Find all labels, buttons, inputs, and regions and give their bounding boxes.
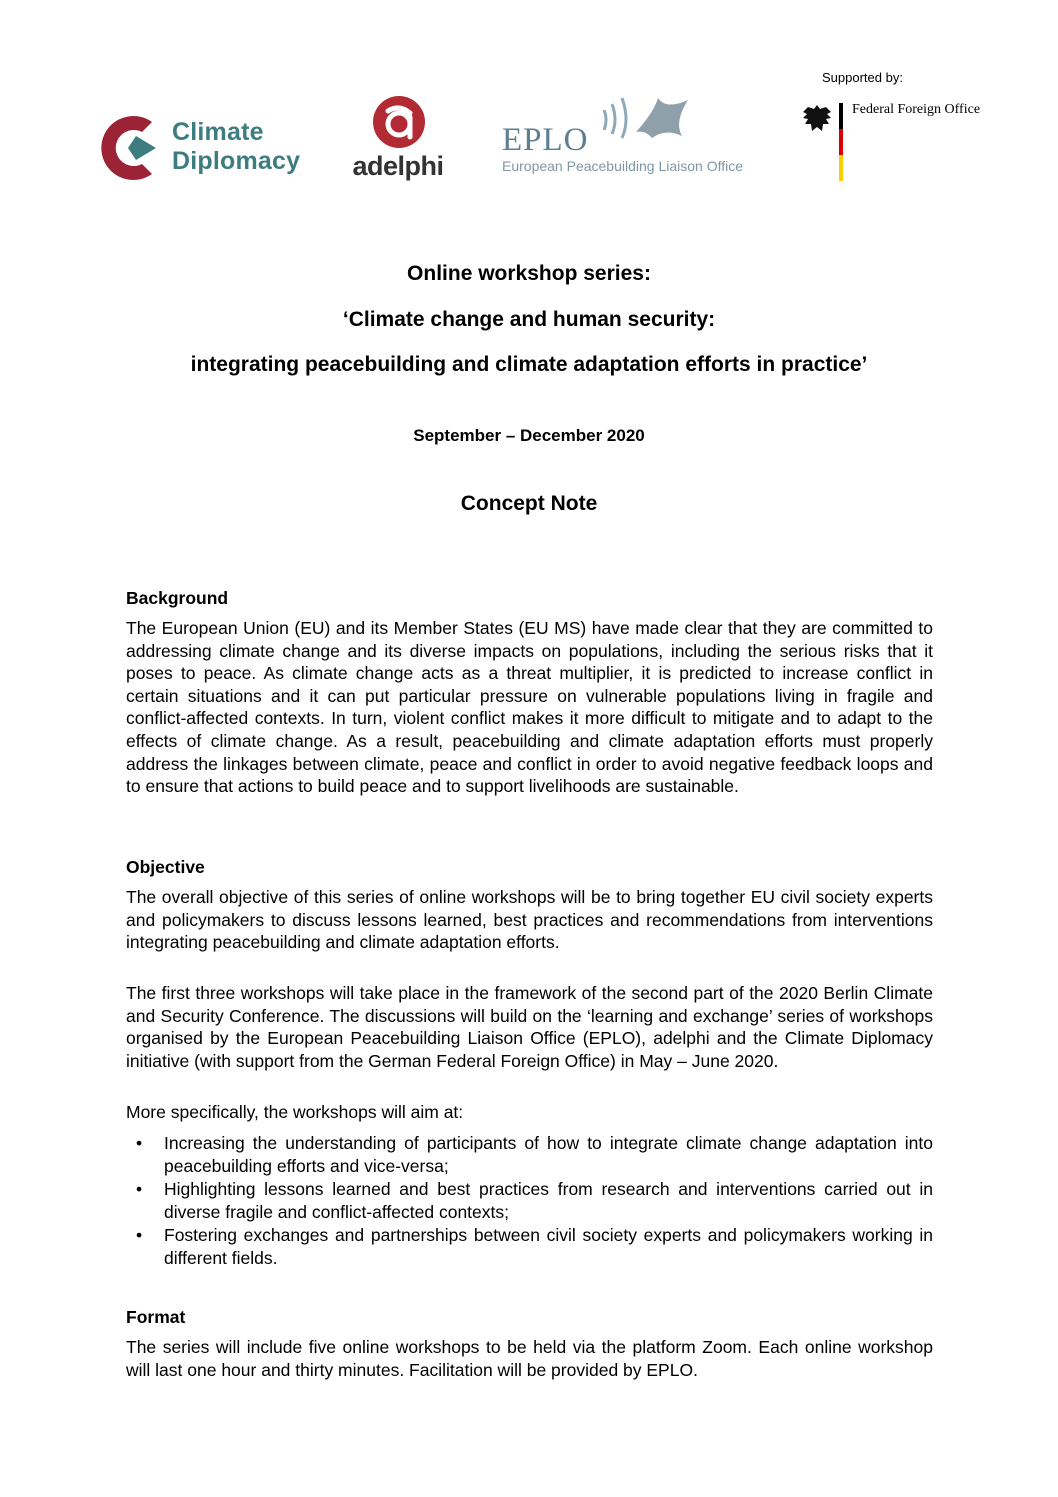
climate-diplomacy-logo bbox=[92, 108, 307, 188]
climate-diplomacy-emblem-icon bbox=[92, 108, 164, 188]
climate-diplomacy-word-2: Diplomacy bbox=[172, 147, 301, 175]
objective-paragraph-3: More specifically, the workshops will aim at: bbox=[126, 1102, 464, 1122]
bullet-text: Highlighting lessons learned and best practices from research and interventions carried out in diverse fragile and conflict-affected contexts; bbox=[164, 1179, 933, 1222]
eplo-bird-icon bbox=[596, 92, 696, 162]
concept-note-heading: Concept Note bbox=[460, 492, 598, 515]
flag-stripe-gold bbox=[839, 155, 843, 181]
title-line-1: Online workshop series: bbox=[407, 262, 651, 285]
federal-foreign-office-name: Federal Foreign Office bbox=[852, 102, 981, 117]
list-item bbox=[126, 1178, 933, 1223]
flag-stripe-black bbox=[839, 103, 843, 129]
adelphi-wordmark: adelphi bbox=[352, 151, 444, 181]
climate-diplomacy-word-1: Climate bbox=[172, 118, 264, 146]
adelphi-emblem-icon bbox=[348, 95, 448, 151]
bullet-icon: • bbox=[136, 1133, 143, 1153]
bullet-text: Fostering exchanges and partnerships between civil society experts and policymakers working in different fields. bbox=[164, 1225, 933, 1268]
list-item bbox=[126, 1224, 933, 1269]
format-paragraph: The series will include five online workshops to be held via the platform Zoom. Each online workshop will last one hour and thirty minutes. Facilitation will be provided by EPLO. bbox=[126, 1337, 933, 1380]
eplo-abbreviation: EPLO bbox=[502, 122, 589, 158]
title-line-3: integrating peacebuilding and climate adaptation efforts in practice’ bbox=[190, 353, 868, 376]
list-item bbox=[126, 1132, 933, 1177]
objective-paragraph-2: The first three workshops will take place in the framework of the second part of the 2020 Berlin Climate and Security Conference. The discussions will build on the ‘learning and exchange’ series of workshops organised by the European Peacebuilding Liaison Office (EPLO), adelphi and the Climate Diplomacy initiative (with support from the German Federal Foreign Office) in May – June 2020. bbox=[126, 983, 933, 1071]
federal-eagle-icon bbox=[800, 102, 834, 136]
flag-stripe-red bbox=[839, 129, 843, 155]
objective-paragraph-1: The overall objective of this series of online workshops will be to bring together EU civil society experts and policymakers to discuss lessons learned, best practices and recommendations from interventions integrating peacebuilding and climate adaptation efforts. bbox=[126, 887, 933, 953]
objective-bullet-list bbox=[126, 1132, 933, 1271]
bullet-text: Increasing the understanding of participants of how to integrate climate change adaptation into peacebuilding efforts and vice-versa; bbox=[164, 1133, 933, 1176]
adelphi-logo bbox=[348, 95, 448, 185]
federal-foreign-office-logo bbox=[800, 100, 980, 185]
bullet-icon: • bbox=[136, 1179, 143, 1200]
eplo-full-name: European Peacebuilding Liaison Office bbox=[502, 158, 744, 174]
eplo-logo bbox=[500, 92, 770, 182]
objective-heading: Objective bbox=[126, 857, 205, 877]
bullet-icon: • bbox=[136, 1225, 143, 1246]
format-heading: Format bbox=[126, 1307, 186, 1327]
background-paragraph: The European Union (EU) and its Member States (EU MS) have made clear that they are committed to addressing climate change and its diverse impacts on populations, including the serious risks that it poses to peace. As climate change acts as a threat multiplier, it is predicted to increase conflict in certain situations and it can put particular pressure on vulnerable populations living in fragile and conflict-affected contexts. In turn, violent conflict makes it more difficult to mitigate and to adapt to the effects of climate change. As a result, peacebuilding and climate adaptation efforts must properly address the linkages between climate, peace and conflict in order to avoid negative feedback loops and to ensure that actions to build peace and to support livelihoods are sustainable. bbox=[126, 618, 933, 797]
supported-by-label: Supported by: bbox=[822, 70, 903, 85]
date-range: September – December 2020 bbox=[413, 426, 645, 445]
background-heading: Background bbox=[126, 588, 229, 608]
title-line-2: ‘Climate change and human security: bbox=[342, 308, 716, 331]
